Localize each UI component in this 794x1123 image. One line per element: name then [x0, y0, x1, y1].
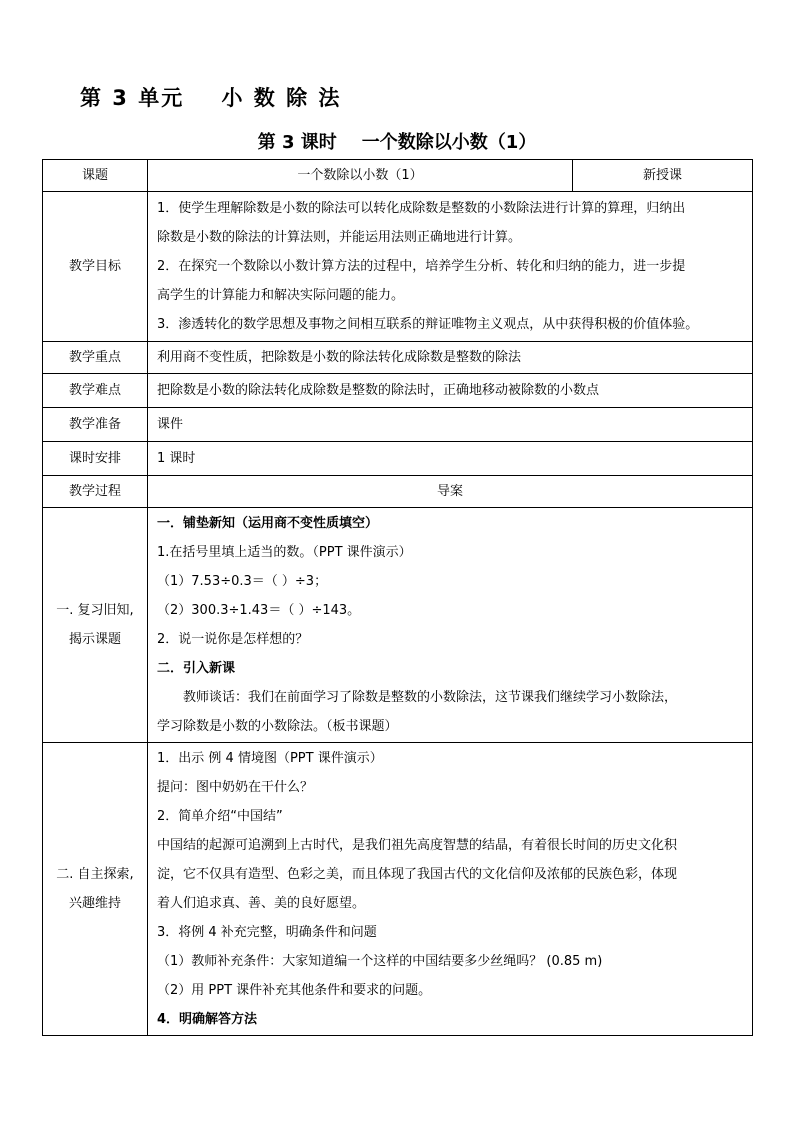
row-time: [43, 442, 753, 476]
goals-content: [148, 192, 753, 342]
lesson-type: 新授课: [573, 160, 753, 192]
unit-title: 第 3 单元 小 数 除 法: [80, 86, 342, 110]
row-key: [43, 342, 753, 374]
content-line: 2．说一说你是怎样想的？: [157, 632, 309, 647]
lesson-plan-table: [42, 159, 753, 1036]
goals-label: 教学目标: [43, 192, 148, 342]
section2-label-line: 二. 自主探索,: [56, 867, 134, 882]
goal-line: 2．在探究一个数除以小数计算方法的过程中，培养学生分析、转化和归纳的能力，进一步提: [157, 259, 686, 274]
content-line: 着人们追求真、善、美的良好愿望。: [157, 896, 366, 911]
time-label: 课时安排: [43, 442, 148, 476]
row-process: [43, 476, 753, 508]
row-section-1: [43, 508, 753, 743]
content-line: 教师谈话：我们在前面学习了除数是整数的小数除法，这节课我们继续学习小数除法，: [183, 690, 678, 705]
topic-label: 课题: [43, 160, 148, 192]
section1-label-line: 一. 复习旧知,: [56, 603, 134, 618]
content-line: （2）用 PPT 课件补充其他条件和要求的问题。: [157, 983, 432, 998]
goal-line: 高学生的计算能力和解决实际问题的能力。: [157, 288, 405, 303]
difficulty-label: 教学难点: [43, 374, 148, 408]
topic-value: 一个数除以小数（1）: [148, 160, 573, 192]
section2-content: [148, 743, 753, 1036]
row-section-2: [43, 743, 753, 1036]
lesson-title: 第 3 课时 一个数除以小数（1）: [257, 132, 537, 153]
content-line: （1）7.53÷0.3＝（ ）÷3；: [157, 574, 328, 589]
key-label: 教学重点: [43, 342, 148, 374]
section2-label-line: 兴趣维持: [68, 896, 121, 911]
content-line: 提问：图中奶奶在干什么？: [157, 780, 314, 795]
goal-line: 1．使学生理解除数是小数的除法可以转化成除数是整数的小数除法进行计算的算理，归纳出: [157, 201, 686, 216]
prep-value: 课件: [148, 408, 753, 442]
difficulty-value: 把除数是小数的除法转化成除数是整数的除法时，正确地移动被除数的小数点: [148, 374, 753, 408]
content-line: 1．出示 例 4 情境图（PPT 课件演示）: [157, 751, 383, 766]
content-line: 1.在括号里填上适当的数。（PPT 课件演示）: [157, 545, 412, 560]
process-label: 教学过程: [43, 476, 148, 508]
content-line: 2．简单介绍“中国结”: [157, 809, 283, 824]
key-value: 利用商不变性质，把除数是小数的除法转化成除数是整数的除法: [148, 342, 753, 374]
row-topic: [43, 160, 753, 192]
section-heading: 二．引入新课: [157, 661, 236, 676]
row-difficulty: [43, 374, 753, 408]
section2-label: [43, 743, 148, 1036]
goal-line: 3．渗透转化的数学思想及事物之间相互联系的辩证唯物主义观点，从中获得积极的价值体验。: [157, 317, 699, 332]
content-line: （2）300.3÷1.43＝（ ）÷143。: [157, 603, 361, 618]
section-heading: 一．铺垫新知（运用商不变性质填空）: [157, 516, 379, 531]
content-line: 淀，它不仅具有造型、色彩之美，而且体现了我国古代的文化信仰及浓郁的民族色彩，体现: [157, 867, 678, 882]
section1-content: [148, 508, 753, 743]
content-line: 3．将例 4 补充完整，明确条件和问题: [157, 925, 377, 940]
goal-line: 除数是小数的除法的计算法则，并能运用法则正确地进行计算。: [157, 230, 522, 245]
prep-label: 教学准备: [43, 408, 148, 442]
content-line: 4．明确解答方法: [157, 1012, 258, 1027]
content-line: （1）教师补充条件：大家知道编一个这样的中国结要多少丝绳吗？ (0.85 m): [157, 954, 603, 969]
content-line: 中国结的起源可追溯到上古时代，是我们祖先高度智慧的结晶，有着很长时间的历史文化积: [157, 838, 678, 853]
row-prep: [43, 408, 753, 442]
section1-label-line: 揭示课题: [68, 632, 121, 647]
section1-label: [43, 508, 148, 743]
process-value: 导案: [148, 476, 753, 508]
content-line: 学习除数是小数的小数除法。（板书课题）: [157, 719, 398, 734]
row-goals: [43, 192, 753, 342]
time-value: 1 课时: [148, 442, 753, 476]
